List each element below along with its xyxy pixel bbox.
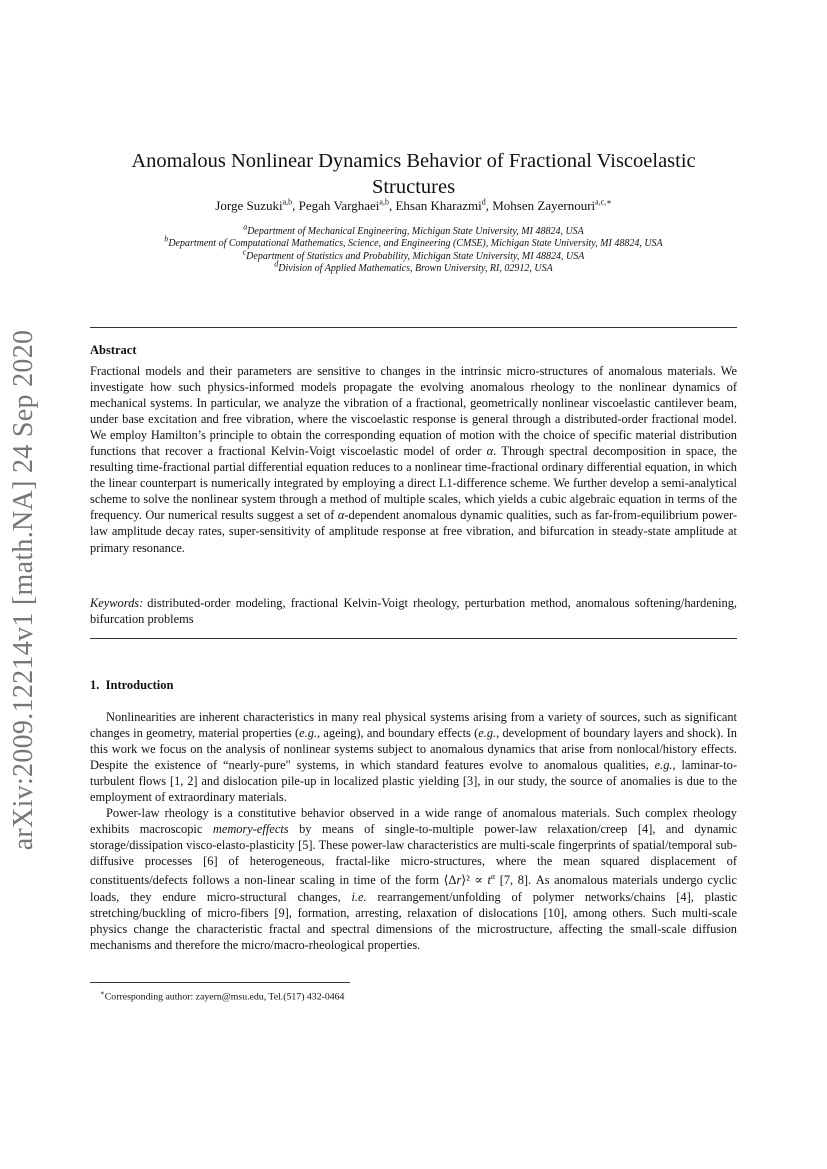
paragraph: Nonlinearities are inherent characteristics in many real physical systems arising from a variety of sources, such as significant changes in geometry, material properties (e.g., ageing), and boundary effects (e.g., development of boundary layers and shock). In this work we focus on the analysis of nonlinear systems subject to anomalous dynamics that arise from nonlocal/history effects. Despite the existence of “nearly-pure" systems, in which standard features evolve to anomalous qualities, e.g., laminar-to-turbulent flows [1, 2] and dislocation pile-up in localized plastic yielding [3], in our study, the source of anomalies is due to the employment of extraordinary materials. [90, 710, 738, 805]
author: Pegah Varghaei$^{a,b}$, [298, 197, 396, 213]
paper-title: Anomalous Nonlinear Dynamics Behavior of Fractional Viscoelastic Structures [131, 150, 696, 198]
abstract-top-divider [90, 327, 737, 328]
arxiv-identifier-stamp: arXiv:2009.12214v1 [math.NA] 24 Sep 2020 [8, 329, 39, 851]
abstract-text: Fractional models and their parameters are sensitive to changes in the intrinsic micro-structures of anomalous materials. We investigate how such physics-informed models propagate the evolving anomalous rheology to the nonlinear dynamics of mechanical systems. In particular, we analyze the vibration of a fractional, geometrically nonlinear viscoelastic cantilever beam, under base excitation and free vibration, where the viscoelastic response is general through a distributed-order fractional model. We employ Hamilton’s principle to obtain the corresponding equation of motion with the choice of specific material distribution functions that recover a fractional Kelvin-Voigt viscoelastic model of order α. Through spectral decomposition in space, the resulting time-fractional partial differential equation reduces to a nonlinear time-fractional ordinary differential equation, in which the linear counterpart is numerically integrated by employing a direct L1-difference scheme. We further develop a semi-analytical scheme to solve the nonlinear system through a method of multiple scales, which yields a cubic algebraic equation in terms of the frequency. Our numerical results suggest a set of α-dependent anomalous dynamic qualities, such as far-from-equilibrium power-law amplitude decay rates, super-sensitivity of amplitude response at free vibration, and bifurcation in steady-state amplitude at primary resonance. [90, 364, 738, 555]
footnote: ∗Corresponding author: zayern@msu.edu, Tel.(517) 432-0464 [100, 989, 345, 1003]
keywords-text: distributed-order modeling, fractional Kelvin-Voigt rheology, perturbation method, anomalous softening/hardening, bifurcation problems [90, 596, 737, 626]
author: Ehsan Kharazmi$^d$, [395, 197, 493, 213]
introduction-body [90, 709, 737, 953]
abstract-heading: Abstract [90, 343, 137, 357]
affiliation: $^d$Division of Applied Mathematics, Brown University, RI, 02912, USA [274, 259, 553, 275]
author: Jorge Suzuki$^{a,b}$, [215, 197, 299, 213]
paragraph: Power-law rheology is a constitutive behavior observed in a wide range of anomalous materials. Such complex rheology exhibits macroscopic memory-effects by means of single-to-multiple power-law relaxation/creep [4], and dynamic storage/dissipation visco-elasto-plasticity [5]. These power-law characteristics are multi-scale fingerprints of spatial/temporal sub-diffusive processes [6] of heterogeneous, fractal-like micro-structures, where the mean squared displacement of constituents/defects follows a non-linear scaling in time of the form ⟨Δr⟩² ∝ $t^\alpha$ [7, 8]. As anomalous materials undergo cyclic loads, they endure micro-structural changes, i.e. rearrangement/unfolding of polymer networks/chains [4], plastic stretching/buckling of micro-fibers [9], formation, arresting, relaxation of dislocations [10], among others. Such multi-scale physics change the characteristic fractal and spectral dimensions of the microstructure, affecting the small-scale diffusion mechanisms and therefore the micro/macro-rheological properties. [90, 806, 738, 952]
affiliation: $^a$Department of Mechanical Engineering, Michigan State University, MI 48824, USA [243, 222, 584, 237]
author: Mohsen Zayernouri$^{a,c,∗}$ [492, 197, 612, 213]
abstract-bottom-divider [90, 638, 737, 639]
affiliation: $^b$Department of Computational Mathematics, Science, and Engineering (CMSE), Michigan State University, MI 48824, USA [164, 235, 663, 250]
affiliation: $^c$Department of Statistics and Probability, Michigan State University, MI 48824, USA [242, 247, 585, 262]
author-list [90, 197, 737, 215]
footnote-divider [90, 982, 350, 983]
keywords-label: Keywords: [90, 596, 144, 610]
keywords [90, 595, 737, 627]
section-heading-introduction: 1. Introduction [90, 678, 174, 692]
affiliation-list [90, 222, 737, 276]
